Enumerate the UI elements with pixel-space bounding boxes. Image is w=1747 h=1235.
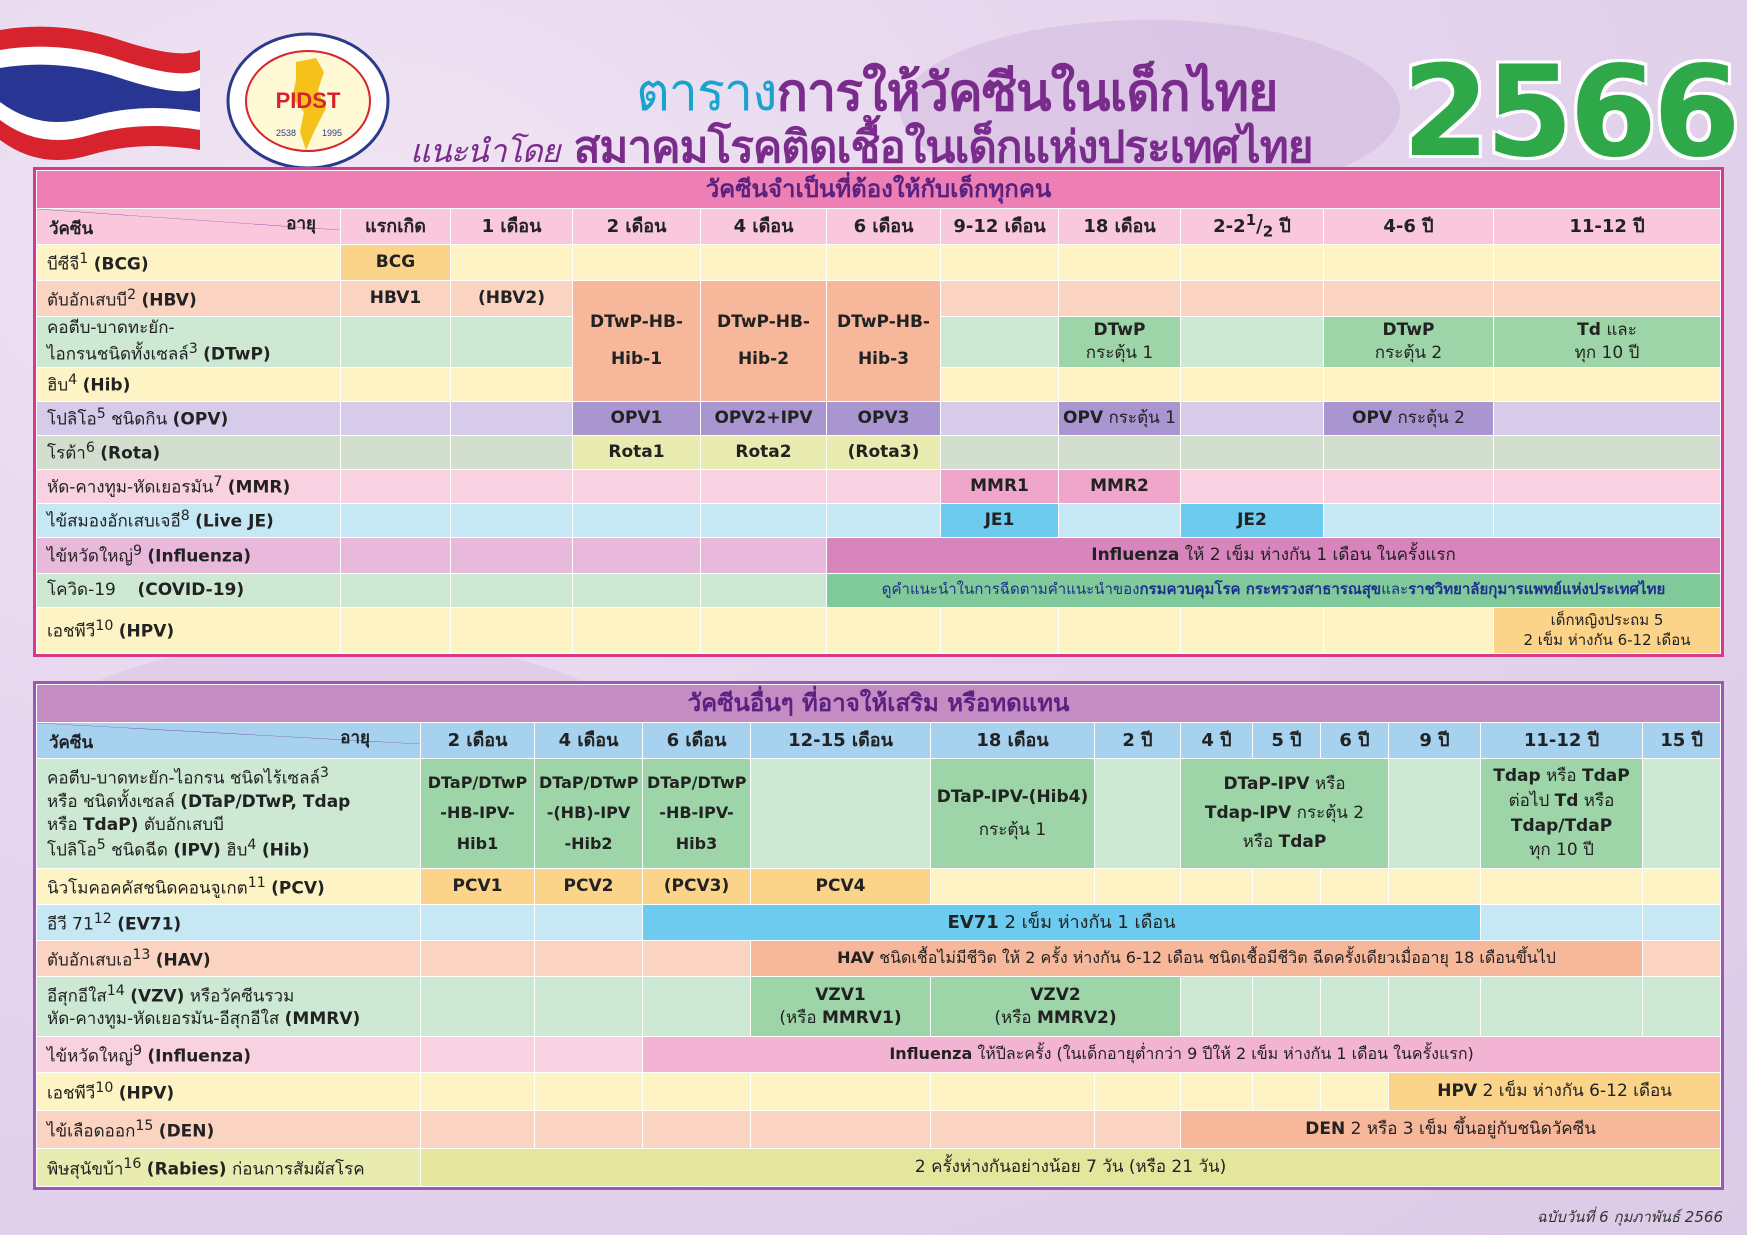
dose-cell: Td และ ทุก 10 ปี [1494,317,1721,368]
dose-cell: DTaP-IPV-(Hib4) กระตุ้น 1 [931,759,1095,869]
optional-vaccines-table [36,684,1721,1187]
age-header: 6 เดือน [827,209,941,245]
dose-cell: BCG [341,245,451,281]
dose-cell: DEN 2 หรือ 3 เข็ม ขึ้นอยู่กับชนิดวัคซีน [1181,1111,1721,1149]
vaccine-name-rabies: พิษสุนัขบ้า$^{16}$ (Rabies) ก่อนการสัมผัสโรค [37,1149,421,1187]
age-header: 4 เดือน [701,209,827,245]
vaccine-name-bcg: บีซีจี$^1$ (BCG) [37,245,341,281]
vaccine-name-hav: ตับอักเสบเอ$^{13}$ (HAV) [37,941,421,977]
age-header: แรกเกิด [341,209,451,245]
age-header: 4-6 ปี [1324,209,1494,245]
age-header: 2 ปี [1095,723,1181,759]
svg-text:PIDST: PIDST [275,88,341,113]
age-header: 1 เดือน [451,209,573,245]
page-title: ตารางการให้วัคซีนในเด็กไทย [636,63,1278,123]
dose-cell: DTaP/DTwP -HB-IPV- Hib3 [643,759,751,869]
age-header: 4 เดือน [535,723,643,759]
age-header: $2-2^1/_2$ ปี [1181,209,1324,245]
dose-cell: OPV2+IPV [701,401,827,435]
age-header: 2 เดือน [421,723,535,759]
svg-text:2538: 2538 [275,128,297,138]
dose-cell: DTwP กระตุ้น 1 [1059,317,1181,368]
dose-cell: DTaP-IPV หรือ Tdap-IPV กระตุ้น 2 หรือ TdaP [1181,759,1389,869]
dose-cell: HAV ชนิดเชื้อไม่มีชีวิต ให้ 2 ครั้ง ห่างกัน 6-12 เดือน ชนิดเชื้อมีชีวิต ฉีดครั้งเดียวเมื่ออายุ 18 เดือนขึ้นไป [751,941,1643,977]
vaccine-name-ev71: อีวี $71^{12}$ (EV71) [37,905,421,941]
pidst-logo [226,32,390,170]
dose-cell: (Rota3) [827,435,941,469]
dose-cell: PCV4 [751,869,931,905]
age-header: 6 เดือน [643,723,751,759]
vaccine-name-vzv: อีสุกอีใส$^{14}$ (VZV) หรือวัคซีนรวม หัด-คางทูม-หัดเยอรมัน-อีสุกอีใส (MMRV) [37,977,421,1037]
required-vaccines-table [36,170,1721,654]
dose-cell: Rota1 [573,435,701,469]
vaccine-name-hpv: เอชพีวี$^{10}$ (HPV) [37,1073,421,1111]
year-badge: 2566 [1402,38,1737,185]
dose-cell: OPV กระตุ้น 2 [1324,401,1494,435]
age-header: 15 ปี [1643,723,1721,759]
dose-cell: Influenza ให้ปีละครั้ง (ในเด็กอายุต่ำกว่า 9 ปีให้ 2 เข็ม ห่างกัน 1 เดือน ในครั้งแรก) [643,1037,1721,1073]
age-header: 11-12 ปี [1481,723,1643,759]
vaccine-name-covid: โควิด-19 (COVID-19) [37,573,341,607]
vaccine-age-header: วัคซีน อายุ [37,723,421,759]
dose-cell: OPV1 [573,401,701,435]
dose-cell: HPV 2 เข็ม ห่างกัน 6-12 เดือน [1389,1073,1721,1111]
section-title: วัคซีนจำเป็นที่ต้องให้กับเด็กทุกคน [37,171,1721,209]
age-header: 6 ปี [1321,723,1389,759]
vaccine-name-opv: โปลิโอ$^5$ ชนิดกิน (OPV) [37,401,341,435]
age-header: 11-12 ปี [1494,209,1721,245]
age-header: 4 ปี [1181,723,1253,759]
section-title: วัคซีนอื่นๆ ที่อาจให้เสริม หรือทดแทน [37,685,1721,723]
dose-cell: JE1 [941,503,1059,537]
dose-cell: VZV2 (หรือ MMRV2) [931,977,1181,1037]
dose-cell: HBV1 [341,281,451,317]
footer-date: ฉบับวันที่ 6 กุมภาพันธ์ 2566 [1536,1208,1723,1226]
vaccine-name-mmr: หัด-คางทูม-หัดเยอรมัน$^7$ (MMR) [37,469,341,503]
dose-cell: DTaP/DTwP -(HB)-IPV -Hib2 [535,759,643,869]
vaccine-name-rota: โรต้า$^6$ (Rota) [37,435,341,469]
vaccine-age-header: วัคซีน อายุ [37,209,341,245]
dose-cell: 2 ครั้งห่างกันอย่างน้อย 7 วัน (หรือ 21 วัน) [421,1149,1721,1187]
age-header: 2 เดือน [573,209,701,245]
dose-cell: JE2 [1181,503,1324,537]
vaccine-name-den: ไข้เลือดออก$^{15}$ (DEN) [37,1111,421,1149]
dose-cell: (HBV2) [451,281,573,317]
vaccine-name-dtwp: คอตีบ-บาดทะยัก- ไอกรนชนิดทั้งเซลล์$^3$ (DTwP) [37,317,341,368]
dose-cell: เด็กหญิงประถม 5 2 เข็ม ห่างกัน 6-12 เดือน [1494,607,1721,653]
vaccine-name-influenza: ไข้หวัดใหญ่$^9$ (Influenza) [37,537,341,573]
dose-cell: DTwP-HB- Hib-1 [573,281,701,402]
dose-cell: OPV กระตุ้น 1 [1059,401,1181,435]
vaccine-name-hib: ฮิบ$^4$ (Hib) [37,367,341,401]
dose-cell: DTaP/DTwP -HB-IPV- Hib1 [421,759,535,869]
dose-cell: Rota2 [701,435,827,469]
vaccine-name-je: ไข้สมองอักเสบเจอี$^8$ (Live JE) [37,503,341,537]
dose-cell: ดูคำแนะนำในการฉีดตามคำแนะนำของกรมควบคุมโรค กระทรวงสาธารณสุขและราชวิทยาลัยกุมารแพทย์แห่งประเทศไทย [827,573,1721,607]
dose-cell: OPV3 [827,401,941,435]
age-header: 18 เดือน [1059,209,1181,245]
page-subtitle: แนะนำโดย สมาคมโรคติดเชื้อในเด็กแห่งประเทศไทย [410,122,1313,173]
dose-cell: DTwP-HB- Hib-2 [701,281,827,402]
thai-flag-icon [0,20,200,170]
dose-cell: DTwP-HB- Hib-3 [827,281,941,402]
vaccine-name-hpv: เอชพีวี$^{10}$ (HPV) [37,607,341,653]
age-header: 9 ปี [1389,723,1481,759]
age-header: 18 เดือน [931,723,1095,759]
age-header: 12-15 เดือน [751,723,931,759]
dose-cell: Influenza ให้ 2 เข็ม ห่างกัน 1 เดือน ในครั้งแรก [827,537,1721,573]
dose-cell: (PCV3) [643,869,751,905]
dose-cell: MMR1 [941,469,1059,503]
age-header: 9-12 เดือน [941,209,1059,245]
vaccine-name-hbv: ตับอักเสบบี$^2$ (HBV) [37,281,341,317]
dose-cell: EV71 2 เข็ม ห่างกัน 1 เดือน [643,905,1481,941]
dose-cell: DTwP กระตุ้น 2 [1324,317,1494,368]
dose-cell: PCV1 [421,869,535,905]
dose-cell: VZV1 (หรือ MMRV1) [751,977,931,1037]
dose-cell: Tdap หรือ TdaP ต่อไป Td หรือ Tdap/TdaP ทุก 10 ปี [1481,759,1643,869]
dose-cell: MMR2 [1059,469,1181,503]
vaccine-name-pcv: นิวโมคอคคัสชนิดคอนจูเกต$^{11}$ (PCV) [37,869,421,905]
svg-text:1995: 1995 [321,128,343,138]
age-header: 5 ปี [1253,723,1321,759]
dose-cell: PCV2 [535,869,643,905]
vaccine-name-influenza: ไข้หวัดใหญ่$^9$ (Influenza) [37,1037,421,1073]
vaccine-name-dtap: คอตีบ-บาดทะยัก-ไอกรน ชนิดไร้เซลล์$^3$ หรือ ชนิดทั้งเซลล์ (DTaP/DTwP, Tdap หรือ TdaP) ตับอักเสบบี โปลิโอ$^5$ ชนิดฉีด (IPV) ฮิบ$^4$ (Hib) [37,759,421,869]
